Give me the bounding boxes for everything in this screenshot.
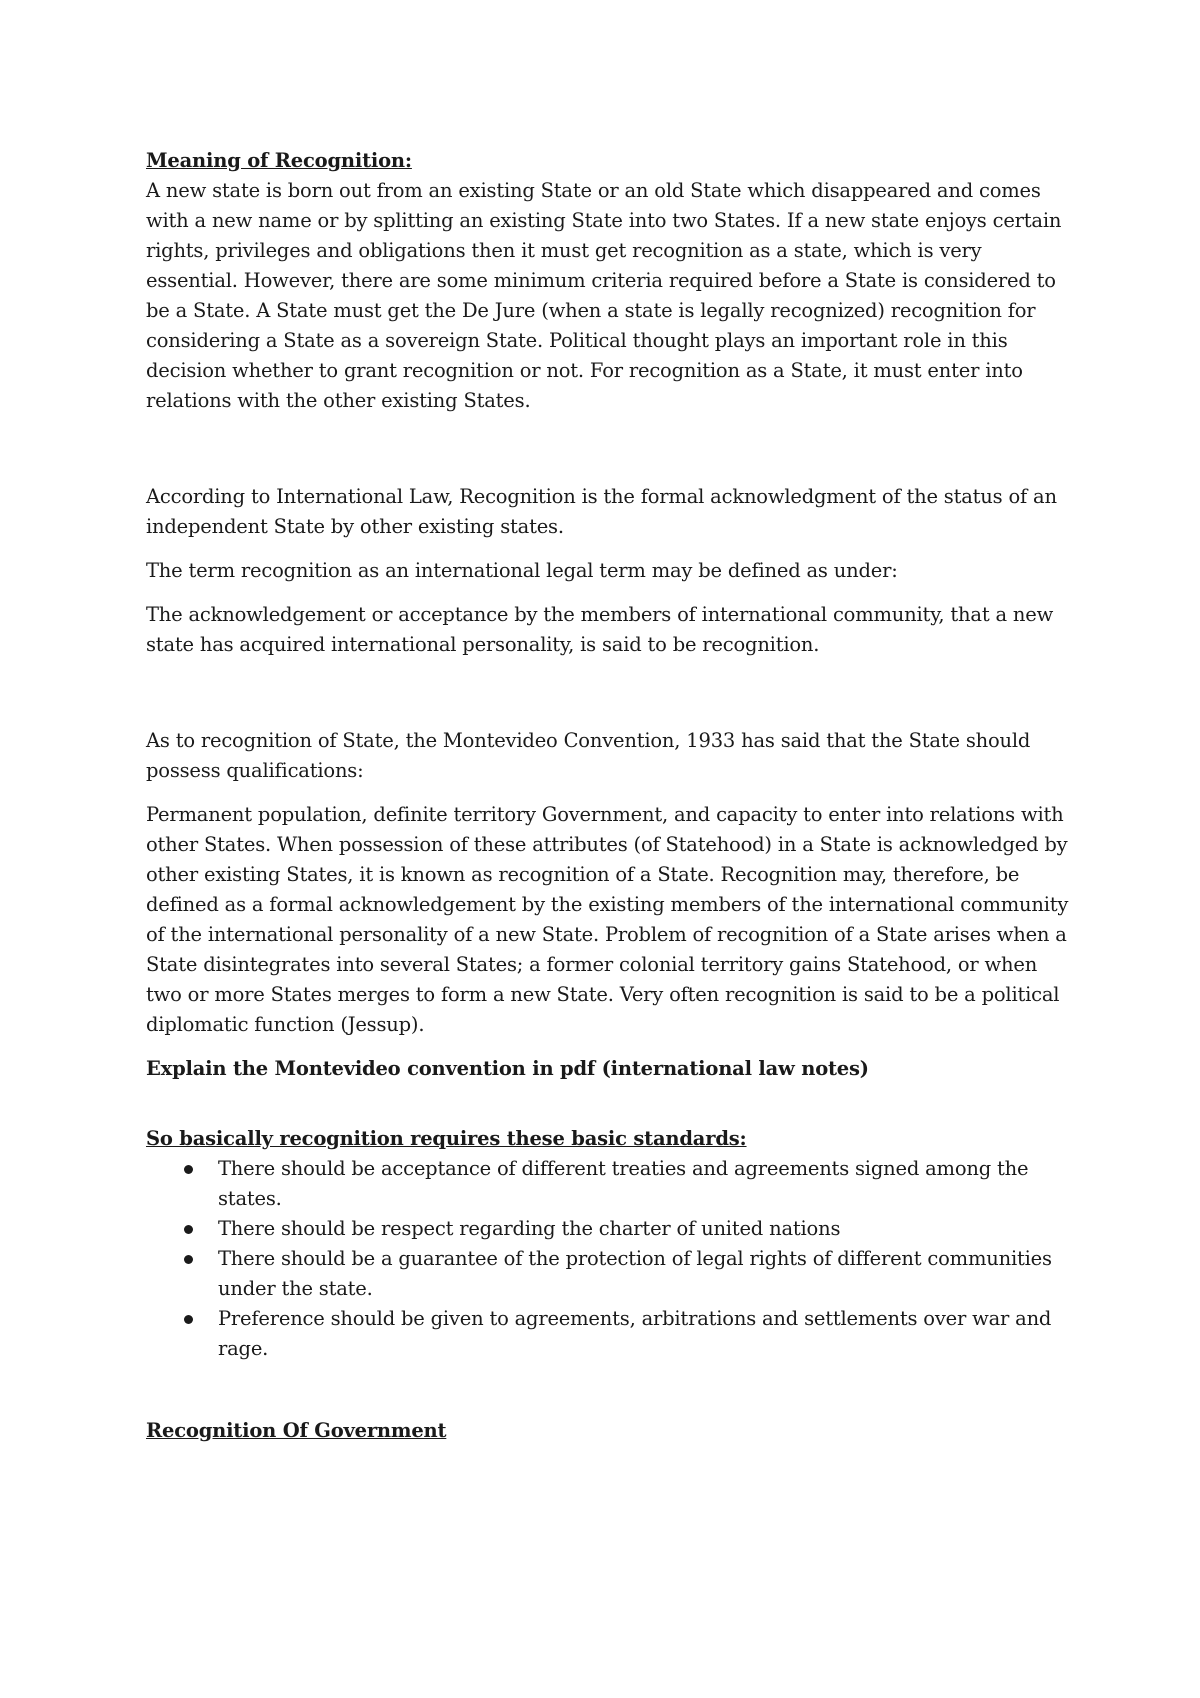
paragraph-term-recognition: The term recognition as an international legal term may be defined as under: <box>146 559 898 582</box>
list-item <box>146 1304 1076 1364</box>
bullet-icon <box>184 1165 193 1174</box>
list-item <box>146 1154 1076 1214</box>
spacer <box>146 1364 1076 1416</box>
document-page <box>146 146 1076 1446</box>
paragraph-montevideo-qualifications: As to recognition of State, the Montevideo Convention, 1933 has said that the State should possess qualifications: <box>146 729 1031 782</box>
explain-montevideo-line: Explain the Montevideo convention in pdf (international law notes) <box>146 1057 869 1080</box>
bullet-icon <box>184 1315 193 1324</box>
list-item-text: There should be acceptance of different treaties and agreements signed among the states. <box>218 1157 1029 1210</box>
spacer <box>146 1084 1076 1124</box>
paragraph-new-state: A new state is born out from an existing State or an old State which disappeared and comes with a new name or by splitting an existing State into two States. If a new state enjoys certain rights, privileges and obligations then it must get recognition as a state, which is very essential. However, there are some minimum criteria required before a State is considered to be a State. A State must get the De Jure (when a state is legally recognized) recognition for considering a State as a sovereign State. Political thought plays an important role in this decision whether to grant recognition or not. For recognition as a State, it must enter into relations with the other existing States. <box>146 179 1062 412</box>
list-item <box>146 1244 1076 1304</box>
bullet-icon <box>184 1225 193 1234</box>
heading-basic-standards: So basically recognition requires these basic standards: <box>146 1127 747 1150</box>
heading-recognition-of-government: Recognition Of Government <box>146 1419 447 1442</box>
paragraph-international-law-definition: According to International Law, Recognition is the formal acknowledgment of the status of an independent State by other existing states. <box>146 485 1057 538</box>
spacer <box>146 674 1076 726</box>
paragraph-permanent-population: Permanent population, definite territory Government, and capacity to enter into relations with other States. When possession of these attributes (of Statehood) in a State is acknowledged by other existing States, it is known as recognition of a State. Recognition may, therefore, be defined as a formal acknowledgement by the existing members of the international community of the international personality of a new State. Problem of recognition of a State arises when a State disintegrates into several States; a former colonial territory gains Statehood, or when two or more States merges to form a new State. Very often recognition is said to be a political diplomatic function (Jessup). <box>146 803 1069 1036</box>
list-item-text: Preference should be given to agreements, arbitrations and settlements over war and rage. <box>218 1307 1052 1360</box>
standards-list <box>146 1154 1076 1364</box>
list-item <box>146 1214 1076 1244</box>
heading-meaning-of-recognition: Meaning of Recognition: <box>146 149 412 172</box>
bullet-icon <box>184 1255 193 1264</box>
list-item-text: There should be a guarantee of the protection of legal rights of different communities under the state. <box>218 1247 1052 1300</box>
list-item-text: There should be respect regarding the charter of united nations <box>218 1217 841 1240</box>
paragraph-acknowledgement: The acknowledgement or acceptance by the members of international community, that a new state has acquired international personality, is said to be recognition. <box>146 603 1054 656</box>
spacer <box>146 430 1076 482</box>
